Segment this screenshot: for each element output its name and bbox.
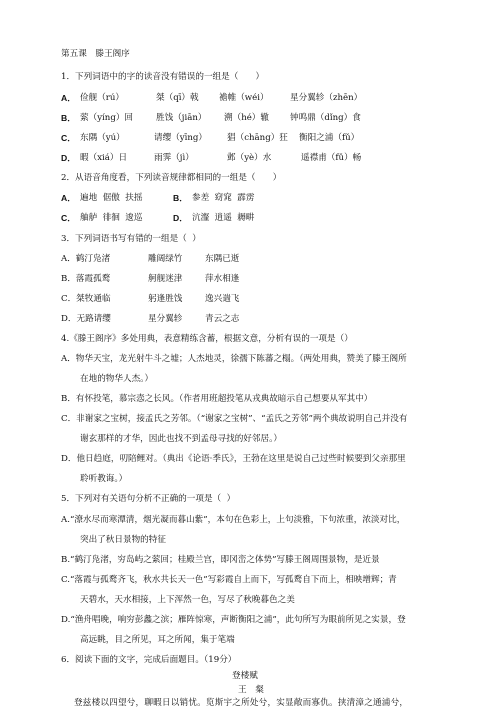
q2-a-text: 遍地 倨傲 扶摇 — [80, 193, 143, 203]
q1-c-label: C． — [61, 133, 76, 143]
q1-a-word-2: 桀（qī）戟 — [156, 93, 199, 103]
q3-stem: 3．下列词语书写有错的一组是（ ） — [61, 234, 201, 244]
q1-b-word-3: 溯（hé）辙 — [224, 113, 269, 123]
poem-author: 王 粲 — [238, 685, 264, 695]
q6-stem: 6．阅读下面的文字，完成后面题目。（19分） — [61, 655, 237, 665]
q1-c-word-4: 衡阳之浦（fǔ） — [299, 133, 360, 143]
q3-c-3: 逸兴遄飞 — [205, 294, 240, 304]
q1-d-word-3: 邺（yè）水 — [227, 153, 272, 163]
q1-b-label: B． — [61, 113, 76, 123]
q4-b-line-1: B．有怀投笔，慕宗悫之长风。（作者用班超投笔从戎典故暗示自己想要从军其中） — [61, 394, 373, 404]
q1-d-word-1: 暇（xiá）日 — [80, 153, 128, 163]
poem-text-line: 登兹楼以四望兮，聊暇日以销忧。览斯宇之所处兮，实显敞而寡仇。挟清漳之通浦兮， — [74, 698, 409, 708]
q4-a-line-1: A．物华天宝，龙光射牛斗之墟；人杰地灵，徐孺下陈蕃之榻。（两处用典，赞美了滕王阁所 — [61, 354, 407, 364]
q1-c-word-1: 东隅（yú） — [80, 133, 125, 143]
q3-c-1: C．桀牧通临 — [61, 294, 111, 304]
q2-stem: 2．从语音角度看，下列读音规律都相同的一组是（ ） — [61, 173, 282, 183]
q4-c-line-2: 谢玄那样的才华，因此也找不到孟母寻找的好邻居。） — [80, 434, 282, 444]
q1-d-label: D． — [61, 153, 76, 163]
q1-b-word-2: 胜饯（jiān） — [156, 113, 207, 123]
q3-d-2: 星分翼轸 — [148, 314, 183, 324]
q3-d-1: D．无路请缨 — [61, 314, 111, 324]
q3-c-2: 躬逢胜饯 — [148, 294, 183, 304]
q3-a-3: 东隅已逝 — [205, 254, 240, 264]
poem-title: 登楼赋 — [232, 671, 258, 681]
q5-d-line-2: 高远眺，目之所见，耳之所闻，集于笔端 — [80, 635, 235, 645]
q5-a-line-2: 突出了秋日景物的特征 — [80, 535, 166, 545]
q4-a-line-2: 在地的物华人杰。） — [80, 374, 154, 384]
q2-c-text: 舳舻 徘徊 逡巡 — [80, 213, 143, 223]
q3-a-1: A．鹤汀凫渚 — [61, 254, 111, 264]
q1-d-word-4: 遥襟甫（fǔ）畅 — [301, 153, 362, 163]
q1-c-word-2: 请缨（yīng） — [154, 133, 208, 143]
q4-d-line-2: 聆听教诲。） — [80, 474, 128, 484]
q2-c-label: C． — [61, 213, 76, 223]
q3-d-3: 青云之志 — [205, 314, 240, 324]
q3-a-2: 雕阔绿竹 — [148, 254, 183, 264]
q1-c-word-3: 猖（chāng）狂 — [227, 133, 288, 143]
q5-d-line-1: D.“渔舟唱晚，响穷彭蠡之滨；雁阵惊寒，声断衡阳之浦”，此句所写为眼前所见之实景，登 — [61, 615, 406, 625]
q5-c-line-1: C.“落霞与孤鹜齐飞，秋水共长天一色”写彩霞自上而下，写孤鹜自下而上，相映增辉；青 — [61, 575, 397, 585]
q2-d-text: 沆瀣 逍遥 耨畊 — [192, 213, 255, 223]
q1-d-word-2: 雨霁（jì） — [154, 153, 194, 163]
q3-b-1: B．落霞孤鹜 — [61, 274, 111, 284]
q5-a-line-1: A.“潦水尽而寒潭清，烟光凝而暮山紫”，本句在色彩上，上句淡雅，下句浓重，浓淡对比， — [61, 515, 406, 525]
q1-stem: 1．下列词语中的字的读音没有错误的一组是（ ） — [61, 72, 265, 82]
q2-b-label: B． — [173, 193, 188, 203]
q1-a-word-1: 俭舰（rú） — [80, 93, 125, 103]
q4-d-line-1: D．他日趋庭，叨陪鲤对。（典出《论语·季氏》，王勃在这里是说自己过些时候要到父亲那里 — [61, 454, 406, 464]
q5-b-line-1: B.“鹤汀凫渚，穷岛屿之萦回；桂殿兰宫，即冈峦之体势”写滕王阁周围景物，是近景 — [61, 555, 380, 565]
q5-c-line-2: 天碧水，天水相接，上下浑然一色，写尽了秋晚暮色之美 — [80, 595, 295, 605]
q2-d-label: D． — [173, 213, 188, 223]
q5-stem: 5．下列对有关语句分析不正确的一项是（ ） — [61, 494, 236, 504]
q1-a-word-4: 星分翼轸（zhēn） — [290, 93, 363, 103]
q3-b-3: 萍水相逢 — [205, 274, 240, 284]
q1-a-label: A． — [61, 93, 76, 103]
q2-a-label: A． — [61, 193, 76, 203]
q1-b-word-4: 钟鸣鼎（dǐng）食 — [290, 113, 361, 123]
q3-b-2: 舸舰迷津 — [148, 274, 183, 284]
q1-a-word-3: 襜帷（wéi） — [219, 93, 269, 103]
lesson-title: 第五课 滕王阁序 — [61, 49, 130, 59]
q1-b-word-1: 萦（yíng）回 — [80, 113, 134, 123]
q2-b-text: 参差 窈窕 霹雳 — [192, 193, 255, 203]
q4-c-line-1: C．非谢家之宝树，接孟氏之芳邻。（“谢家之宝树”、“孟氏之芳邻”两个典故说明自己并没有 — [61, 414, 408, 424]
q4-stem: 4.《滕王阁序》多处用典，表意精练含蓄，根据文意，分析有误的一项是（） — [61, 334, 353, 344]
